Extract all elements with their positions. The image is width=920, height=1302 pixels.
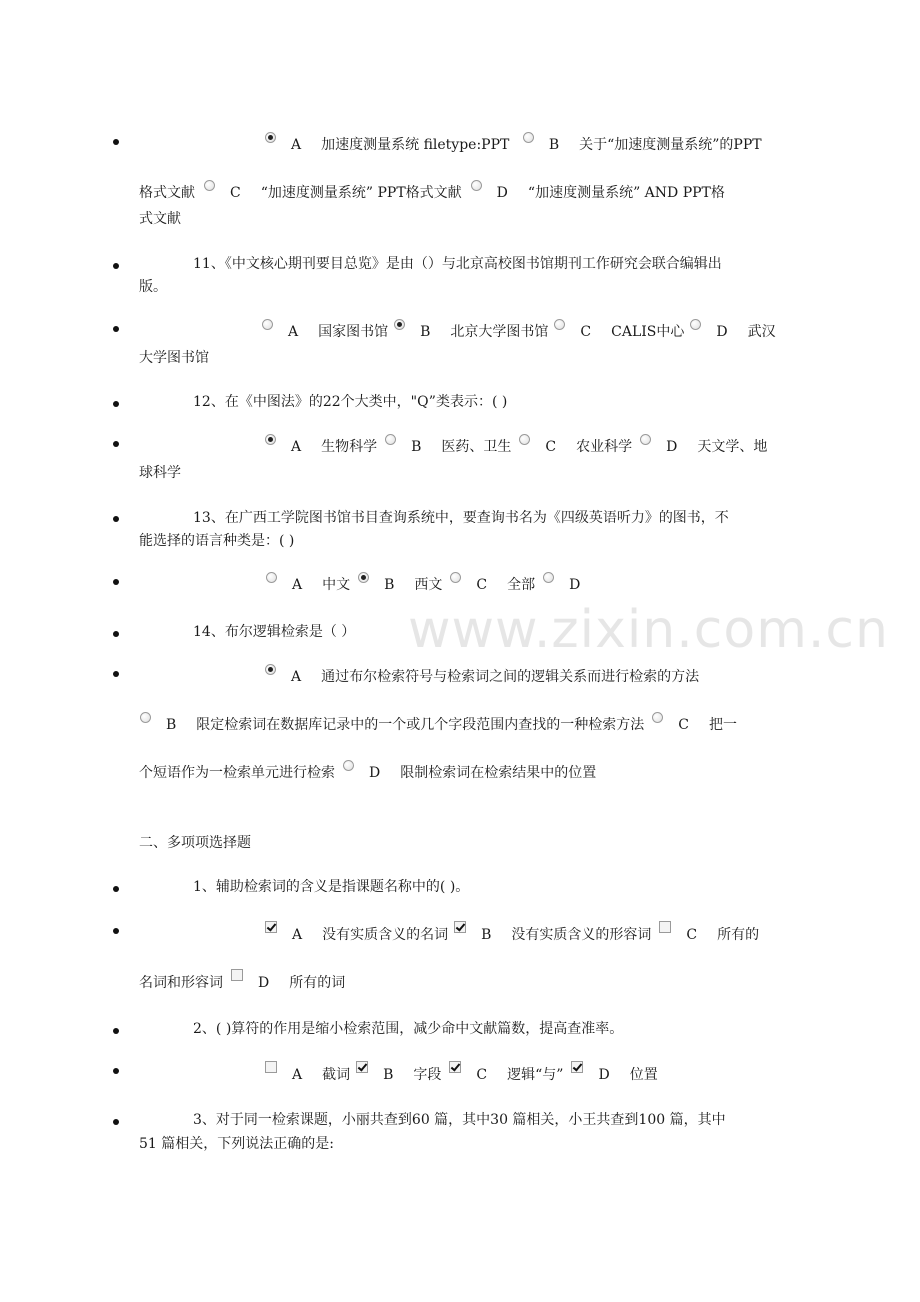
bullet — [113, 1068, 119, 1074]
q13-radio-b[interactable] — [358, 572, 369, 583]
q13-option-a-text: 中文 — [322, 577, 351, 593]
m2-option-b-text: 字段 — [413, 1067, 442, 1083]
q14-option-a-text: 通过布尔检索符号与检索词之间的逻辑关系而进行检索的方法 — [321, 669, 700, 685]
q13-radio-a[interactable] — [266, 572, 277, 583]
bullet — [113, 928, 119, 934]
q11-option-c-text: CALIS中心 — [611, 324, 685, 340]
bullet — [113, 263, 119, 269]
m2-option-c-text: 逻辑“与” — [507, 1067, 564, 1083]
q14-options-line2: B 限定检索词在数据库记录中的一个或几个字段范围内查找的一种检索方法 C 把一 — [140, 712, 737, 730]
m2-option-d-text: 位置 — [629, 1067, 658, 1083]
q14-option-c-text: 把一 — [709, 717, 738, 733]
q10-option-b-text: 关于“加速度测量系统”的PPT — [579, 137, 762, 153]
bullet — [113, 631, 119, 637]
q14-option-b-text: 限定检索词在数据库记录中的一个或几个字段范围内查找的一种检索方法 — [196, 717, 645, 733]
q10-option-a-text: 加速度测量系统 filetype:PPT — [321, 137, 510, 153]
q11-radio-b[interactable] — [394, 319, 405, 330]
q11-radio-c[interactable] — [554, 319, 565, 330]
m1-checkbox-b[interactable] — [454, 921, 466, 933]
m1-option-a-text: 没有实质含义的名词 — [322, 927, 449, 943]
bullet — [113, 671, 119, 677]
bullet — [113, 401, 119, 407]
q12-option-c-text: 农业科学 — [576, 439, 633, 455]
q14-options-line1: A 通过布尔检索符号与检索词之间的逻辑关系而进行检索的方法 — [265, 664, 699, 682]
q10-options-line1: A 加速度测量系统 filetype:PPT B 关于“加速度测量系统”的PPT — [265, 132, 762, 150]
q11-option-a-text: 国家图书馆 — [318, 324, 389, 340]
q13-option-b-text: 西文 — [414, 577, 443, 593]
q10-radio-d[interactable] — [471, 180, 482, 191]
q13-option-c-text: 全部 — [507, 577, 536, 593]
q14-radio-c[interactable] — [652, 712, 663, 723]
q10-radio-c[interactable] — [204, 180, 215, 191]
bullet — [113, 441, 119, 447]
q14-options-line3: 个短语作为一检索单元进行检索 D 限制检索词在检索结果中的位置 — [139, 760, 596, 778]
m2-checkbox-d[interactable] — [571, 1061, 583, 1073]
bullet — [113, 579, 119, 585]
m1-option-c-text: 所有的 — [717, 927, 760, 943]
q13-radio-d[interactable] — [543, 572, 554, 583]
m1-question: 1、辅助检索词的含义是指课题名称中的( )。 — [193, 879, 470, 895]
q12-option-a-text: 生物科学 — [321, 439, 378, 455]
q11-question-cont: 版。 — [139, 279, 167, 295]
q11-options-line2: 大学图书馆 — [139, 350, 209, 366]
watermark: www.zixin.com.cn — [408, 600, 889, 660]
bullet — [113, 1119, 119, 1125]
q14-question: 14、布尔逻辑检索是（ ） — [193, 624, 356, 640]
q11-radio-d[interactable] — [690, 319, 701, 330]
m2-options-line1: A 截词 B 字段 C 逻辑“与” D 位置 — [265, 1061, 658, 1079]
q10-radio-b[interactable] — [523, 132, 534, 143]
q10-radio-a[interactable] — [265, 132, 276, 143]
q10-options-line2: 格式文献 C “加速度测量系统” PPT格式文献 D “加速度测量系统” AND PPT格 — [139, 180, 725, 198]
q12-radio-a[interactable] — [265, 434, 276, 445]
m1-option-b-text: 没有实质含义的形容词 — [511, 927, 652, 943]
bullet — [113, 139, 119, 145]
m2-checkbox-a[interactable] — [265, 1061, 277, 1073]
q12-radio-d[interactable] — [640, 434, 651, 445]
q10-option-d-text: “加速度测量系统” AND PPT格 — [527, 185, 725, 201]
m3-question-cont: 51 篇相关，下列说法正确的是: — [139, 1136, 334, 1152]
bullet — [113, 516, 119, 522]
q14-radio-a[interactable] — [265, 664, 276, 675]
q12-options-line1: A 生物科学 B 医药、卫生 C 农业科学 D 天文学、地 — [265, 434, 767, 452]
m1-checkbox-c[interactable] — [659, 921, 671, 933]
q11-radio-a[interactable] — [262, 319, 273, 330]
q13-options-line1: A 中文 B 西文 C 全部 D — [266, 572, 600, 590]
q12-question: 12、在《中图法》的22个大类中，"Q”类表示：( ) — [193, 394, 508, 410]
m2-checkbox-b[interactable] — [356, 1061, 368, 1073]
q14-radio-b[interactable] — [140, 712, 151, 723]
bullet — [113, 1028, 119, 1034]
m2-option-a-text: 截词 — [322, 1067, 351, 1083]
q12-option-d-text: 天文学、地 — [697, 439, 768, 455]
q14-option-d-text: 限制检索词在检索结果中的位置 — [400, 765, 597, 781]
q13-radio-c[interactable] — [450, 572, 461, 583]
q11-option-d-text: 武汉 — [747, 324, 776, 340]
m2-checkbox-c[interactable] — [449, 1061, 461, 1073]
q14-radio-d[interactable] — [343, 760, 354, 771]
q11-option-b-text: 北京大学图书馆 — [450, 324, 549, 340]
m1-options-line1: A 没有实质含义的名词 B 没有实质含义的形容词 C 所有的 — [265, 921, 759, 939]
q13-question-cont: 能选择的语言种类是：( ) — [139, 533, 295, 549]
q10-options-line3: 式文献 — [139, 211, 181, 227]
m1-checkbox-d[interactable] — [231, 969, 243, 981]
q12-radio-b[interactable] — [385, 434, 396, 445]
q12-options-line2: 球科学 — [139, 465, 181, 481]
q13-question: 13、在广西工学院图书馆书目查询系统中，要查询书名为《四级英语听力》的图书，不 — [193, 510, 729, 526]
m1-checkbox-a[interactable] — [265, 921, 277, 933]
m1-option-d-text: 所有的词 — [289, 975, 346, 991]
q12-option-b-text: 医药、卫生 — [441, 439, 512, 455]
bullet — [113, 326, 119, 332]
q11-question: 11、《中文核心期刊要目总览》是由（）与北京高校图书馆期刊工作研究会联合编辑出 — [193, 256, 722, 272]
section-heading: 二、多项项选择题 — [139, 835, 251, 851]
m2-question: 2、( )算符的作用是缩小检索范围，减少命中文献篇数，提高查准率。 — [193, 1021, 624, 1037]
bullet — [113, 886, 119, 892]
q11-options-line1: A 国家图书馆 B 北京大学图书馆 C CALIS中心 D 武汉 — [262, 319, 776, 337]
q10-option-c-text: “加速度测量系统” PPT格式文献 — [260, 185, 462, 201]
m3-question: 3、对于同一检索课题，小丽共查到60 篇，其中30 篇相关，小王共查到100 篇，其中 — [193, 1112, 726, 1128]
m1-options-line2: 名词和形容词 D 所有的词 — [139, 969, 345, 987]
q12-radio-c[interactable] — [519, 434, 530, 445]
